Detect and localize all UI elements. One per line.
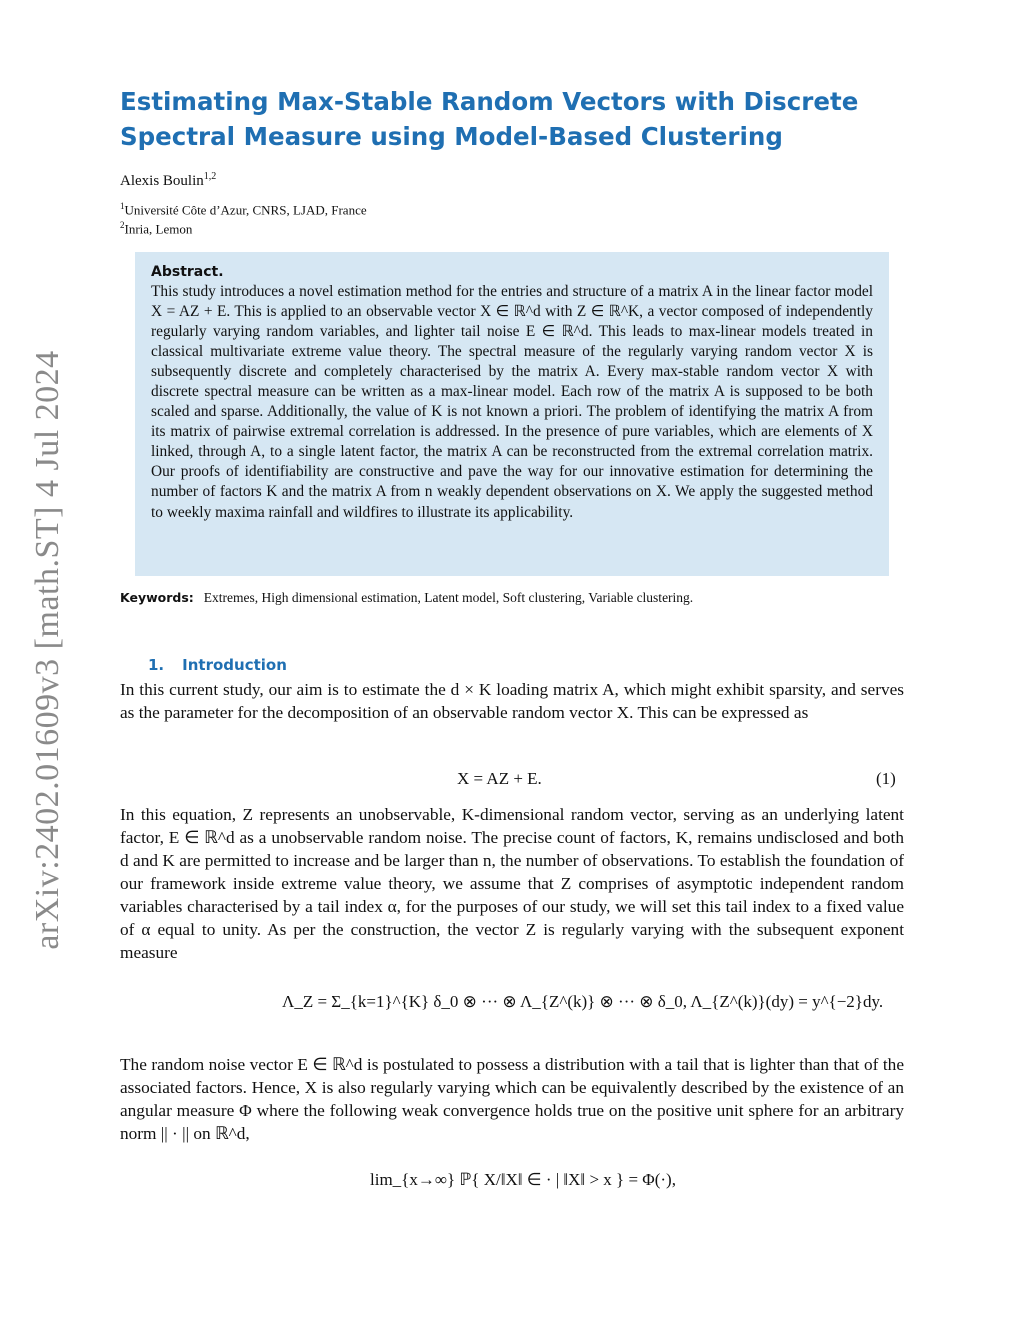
paragraph-2: In this equation, Z represents an unobservable, K-dimensional random vector, serving as an underlying latent factor, E ∈ ℝ^d as a unobservable random noise. The precise count of factors, K, remains undisclosed and both d and K are permitted to increase and be larger than n, the number of observations. To establish the foundation of our framework inside extreme value theory, we assume that Z comprises of asymptotic independent random variables characterised by a tail index α, for the purposes of our study, we will set this tail index to a fixed value of α equal to unity. As per the construction, the vector Z is regularly varying with the subsequent exponent measure xyxy=(120,805,904,962)
title-line-1: Estimating Max-Stable Random Vectors with Discrete xyxy=(120,87,859,116)
author-affiliation-marks: 1,2 xyxy=(203,171,217,182)
abstract-text: This study introduces a novel estimation method for the entries and structure of a matrix A in the linear factor model X = AZ + E. This is applied to an observable vector X ∈ ℝ^d with Z ∈ ℝ^K, a vector composed of independently regularly varying random variables, and lighter tail noise E ∈ ℝ^d. This leads to max-linear models treated in classical multivariate extreme value theory. The spectral measure of the regularly varying random vector X is subsequently discrete and completely characterised by the matrix A. Every max-stable random vector X with discrete spectral measure can be written as a max-linear model. Each row of the matrix A is supposed to be both scaled and sparse. Additionally, the value of K is not known a priori. The problem of identifying the matrix A from its matrix of pairwise extremal correlation is addressed. In the presence of pure variables, which are elements of X linked, through A, to a single latent factor, the matrix A can be reconstructed from the extremal correlation matrix. Our proofs of identifiability are constructive and pave the way for our innovative estimation for determining the number of factors K and the matrix A from n weakly dependent observations on X. We apply the suggested method to weekly maxima rainfall and wildfires to illustrate its applicability. xyxy=(151,283,873,521)
equation-1: X = AZ + E. xyxy=(457,769,542,788)
equation-2: Λ_Z = Σ_{k=1}^{K} δ_0 ⊗ ··· ⊗ Λ_{Z^(k)} ⊗ ··· ⊗ δ_0, Λ_{Z^(k)}(dy) = y^{−2}dy. xyxy=(282,992,884,1011)
abstract-heading: Abstract. xyxy=(151,264,224,280)
keywords-label: Keywords: xyxy=(120,590,194,605)
section-title: Introduction xyxy=(182,656,287,674)
affiliation-mark: 2 xyxy=(120,220,125,230)
abstract-box xyxy=(135,252,889,576)
affiliation-2 xyxy=(120,220,192,237)
equation-1-number: (1) xyxy=(876,769,896,788)
section-heading xyxy=(148,656,287,674)
affiliation-text: Inria, Lemon xyxy=(124,221,193,237)
paragraph-1: In this current study, our aim is to estimate the d × K loading matrix A, which might exhibit sparsity, and serves as the parameter for the decomposition of an observable random vector X. This can be expressed as xyxy=(120,680,904,722)
equation-3: lim_{x→∞} ℙ{ X/‖X‖ ∈ · | ‖X‖ > x } = Φ(·), xyxy=(370,1170,676,1189)
author-name: Alexis Boulin xyxy=(120,173,204,189)
paragraph-3: The random noise vector E ∈ ℝ^d is postulated to possess a distribution with a tail that is lighter than that of the associated factors. Hence, X is also regularly varying which can be equivalently described by the existence of an angular measure Φ where the following weak convergence holds true on the positive unit sphere for an arbitrary norm || · || on ℝ^d, xyxy=(120,1055,904,1143)
keywords xyxy=(120,590,693,606)
affiliation-1 xyxy=(120,201,367,218)
affiliation-text: Université Côte d’Azur, CNRS, LJAD, France xyxy=(124,202,367,218)
arxiv-stamp-text: arXiv:2402.01609v3 [math.ST] 4 Jul 2024 xyxy=(29,350,66,950)
affiliation-mark: 1 xyxy=(120,201,125,211)
author xyxy=(120,171,216,190)
section-number: 1. xyxy=(148,656,165,674)
keywords-text: Extremes, High dimensional estimation, Latent model, Soft clustering, Variable clustering. xyxy=(203,590,694,605)
paper-title xyxy=(120,84,920,154)
title-line-2: Spectral Measure using Model-Based Clustering xyxy=(120,122,783,151)
